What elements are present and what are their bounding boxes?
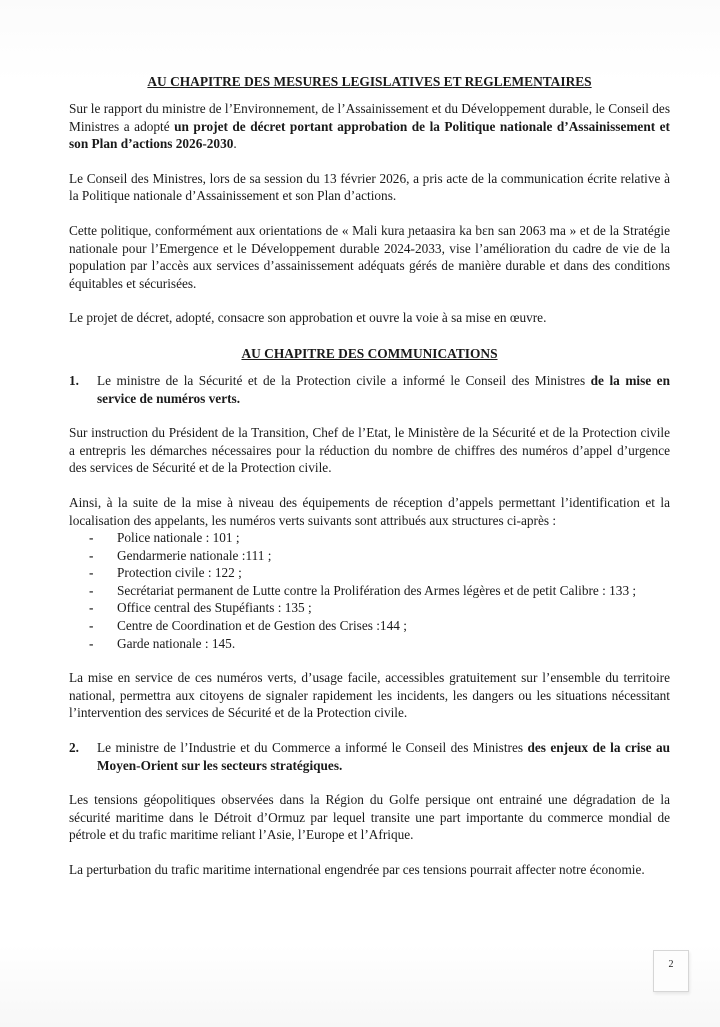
- paragraph-text: Sur le rapport du ministre de l’Environnement, de l’Assainissement et du Développement durable, le Conseil des Ministres a adopté: [69, 101, 670, 134]
- bullet-dash: -: [89, 582, 94, 598]
- list-item: [89, 529, 670, 547]
- bullet-dash: -: [89, 600, 94, 616]
- item-text-bold: de la mise en service de numéros verts.: [97, 372, 670, 406]
- list-item-text: Police nationale : 101 ;: [117, 530, 240, 546]
- list-item-text: Protection civile : 122 ;: [117, 565, 242, 581]
- paragraph-decree-adoption: [69, 100, 670, 153]
- numbered-item-2: [69, 739, 670, 774]
- item-text: [97, 739, 670, 774]
- list-item: [89, 547, 670, 565]
- section-heading-legislative: AU CHAPITRE DES MESURES LEGISLATIVES ET REGLEMENTAIRES: [147, 74, 592, 89]
- paragraph-green-numbers-benefit: La mise en service de ces numéros verts, d’usage facile, accessibles gratuitement sur l’ensemble du territoire national, permettra aux citoyens de signaler rapidement les incidents, les dangers ou les situations nécessitant l’intervention des services de Sécurité et de la Protection civile.: [69, 670, 670, 721]
- list-item: [89, 635, 670, 653]
- item-text-bold: des enjeux de la crise au Moyen-Orient sur les secteurs stratégiques.: [97, 740, 670, 773]
- bullet-dash: -: [89, 618, 94, 634]
- numbered-item-1: [69, 372, 670, 407]
- paragraph-instruction: Sur instruction du Président de la Transition, Chef de l’Etat, le Ministère de la Sécurité et de la Protection civile a entrepris les démarches nécessaires pour la réduction du nombre de chiffres des numéros d’appel d’urgence des services de Sécurité et de la Protection civile.: [69, 425, 670, 476]
- bullet-dash: -: [89, 565, 94, 581]
- list-item: [89, 599, 670, 617]
- list-item: [89, 617, 670, 635]
- paragraph-decree-approval: Le projet de décret, adopté, consacre son approbation et ouvre la voie à sa mise en œuvre.: [69, 310, 547, 326]
- list-item-text: Centre de Coordination et de Gestion des Crises :144 ;: [117, 618, 407, 634]
- page-number: 2: [653, 950, 689, 992]
- paragraph-policy: Cette politique, conformément aux orientations de « Mali kura ɲetaasira ka bɛn san 2063 ma » et de la Stratégie nationale pour l’Emergence et le Développement durable 2024-2033, vise l’amélioration du cadre de vie de la population par l’accès aux services d’assainissement adéquats gérés de manière durable et dans des conditions équitables et sécurisées.: [69, 222, 670, 291]
- list-item-text: Gendarmerie nationale :111 ;: [117, 547, 272, 563]
- paragraph-geopolitical-tensions: Les tensions géopolitiques observées dans la Région du Golfe persique ont entrainé une dégradation de la sécurité maritime dans le Détroit d’Ormuz par lequel transite une part importante du commerce mondial de pétrole et du trafic maritime reliant l’Asie, l’Europe et l’Afrique.: [69, 792, 670, 843]
- paragraph-economic-impact: La perturbation du trafic maritime international engendrée par ces tensions pourrait affecter notre économie.: [69, 862, 645, 877]
- list-item: [89, 582, 670, 600]
- item-text: [97, 372, 670, 407]
- item-number: 1.: [69, 372, 79, 388]
- paragraph-green-numbers-intro: Ainsi, à la suite de la mise à niveau des équipements de réception d’appels permettant l’identification et la localisation des appelants, les numéros verts suivants sont attribués aux structures ci-après :: [69, 494, 670, 528]
- list-item-text: Garde nationale : 145.: [117, 635, 236, 651]
- paragraph-text: .: [233, 136, 237, 152]
- item-text-regular: Le ministre de la Sécurité et de la Protection civile a informé le Conseil des Ministres: [97, 372, 591, 388]
- item-number: 2.: [69, 740, 79, 756]
- section-heading-communications: AU CHAPITRE DES COMMUNICATIONS: [241, 345, 498, 361]
- list-item-text: Office central des Stupéfiants : 135 ;: [117, 600, 312, 616]
- bullet-dash: -: [89, 547, 94, 563]
- item-text-regular: Le ministre de l’Industrie et du Commerce a informé le Conseil des Ministres: [97, 740, 528, 756]
- paragraph-bold-text: un projet de décret portant approbation de la Politique nationale d’Assainissement et son Plan d’actions 2026-2030: [69, 118, 670, 152]
- list-item-text: Secrétariat permanent de Lutte contre la Prolifération des Armes légères et de petit Calibre : 133 ;: [117, 582, 637, 598]
- bullet-dash: -: [89, 635, 94, 651]
- list-item: [89, 564, 670, 582]
- paragraph-session: Le Conseil des Ministres, lors de sa session du 13 février 2026, a pris acte de la communication écrite relative à la Politique nationale d’Assainissement et son Plan d’actions.: [69, 170, 670, 204]
- green-numbers-list: [69, 529, 670, 652]
- bullet-dash: -: [89, 530, 94, 546]
